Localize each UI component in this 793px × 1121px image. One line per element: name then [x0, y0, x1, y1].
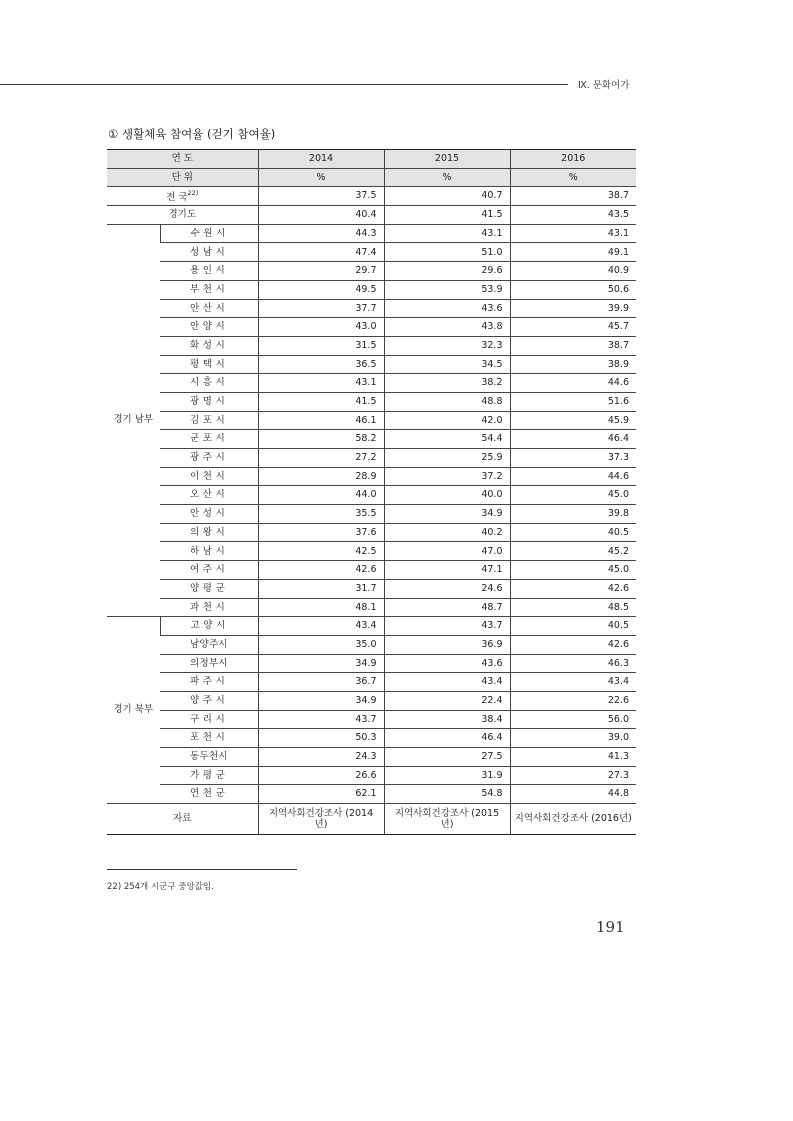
value-cell: 37.3 [510, 449, 636, 468]
value-cell: 48.1 [258, 598, 384, 617]
value-cell: 51.6 [510, 392, 636, 411]
city-name: 고 양 시 [160, 617, 258, 636]
value-cell: 58.2 [258, 430, 384, 449]
value-cell: 46.4 [384, 729, 510, 748]
value-cell: 48.8 [384, 392, 510, 411]
table-row [107, 430, 636, 449]
year-header-row [107, 150, 636, 169]
value-cell: 46.4 [510, 430, 636, 449]
value-cell: 42.5 [258, 542, 384, 561]
value-cell: 50.3 [258, 729, 384, 748]
header-rule [0, 84, 568, 85]
city-name: 의정부시 [160, 654, 258, 673]
value-cell: 34.5 [384, 355, 510, 374]
value-cell: 36.9 [384, 635, 510, 654]
table-row [107, 654, 636, 673]
table-row [107, 467, 636, 486]
value-cell: 54.4 [384, 430, 510, 449]
table-row [107, 505, 636, 524]
table-row [107, 392, 636, 411]
city-name: 광 명 시 [160, 392, 258, 411]
source-row [107, 804, 636, 835]
city-name: 여 주 시 [160, 561, 258, 580]
value-cell: 37.7 [258, 299, 384, 318]
value-cell: 46.1 [258, 411, 384, 430]
year-2014: 2014 [258, 150, 384, 169]
city-name: 파 주 시 [160, 673, 258, 692]
national-row [107, 187, 636, 206]
table-row [107, 299, 636, 318]
table-row [107, 673, 636, 692]
value-cell: 47.1 [384, 561, 510, 580]
city-name: 용 인 시 [160, 262, 258, 281]
value-cell: 40.5 [510, 523, 636, 542]
city-name: 하 남 시 [160, 542, 258, 561]
value-cell: 45.0 [510, 486, 636, 505]
value-cell: 43.6 [384, 299, 510, 318]
value-cell: 38.7 [510, 187, 636, 206]
value-cell: 50.6 [510, 280, 636, 299]
value-cell: 22.4 [384, 691, 510, 710]
value-cell: 54.8 [384, 785, 510, 804]
value-cell: 34.9 [258, 654, 384, 673]
city-name: 평 택 시 [160, 355, 258, 374]
city-name: 연 천 군 [160, 785, 258, 804]
table-row [107, 542, 636, 561]
value-cell: 37.5 [258, 187, 384, 206]
value-cell: 32.3 [384, 336, 510, 355]
city-name: 안 산 시 [160, 299, 258, 318]
year-2015: 2015 [384, 150, 510, 169]
value-cell: 31.7 [258, 579, 384, 598]
value-cell: 42.6 [258, 561, 384, 580]
value-cell: 42.6 [510, 635, 636, 654]
table-row [107, 748, 636, 767]
footnote-marker: 22) [187, 188, 199, 197]
city-name: 화 성 시 [160, 336, 258, 355]
city-name: 남양주시 [160, 635, 258, 654]
value-cell: 27.2 [258, 449, 384, 468]
table-row [107, 355, 636, 374]
city-name: 양 평 군 [160, 579, 258, 598]
table-row [107, 598, 636, 617]
table-row [107, 617, 636, 636]
footnote-rule [107, 869, 297, 870]
city-name: 가 평 군 [160, 766, 258, 785]
value-cell: 43.5 [510, 206, 636, 225]
value-cell: 45.0 [510, 561, 636, 580]
table-row [107, 449, 636, 468]
value-cell: 48.5 [510, 598, 636, 617]
city-name: 김 포 시 [160, 411, 258, 430]
value-cell: 39.0 [510, 729, 636, 748]
value-cell: 31.9 [384, 766, 510, 785]
table-row [107, 691, 636, 710]
value-cell: 42.6 [510, 579, 636, 598]
value-cell: 43.4 [258, 617, 384, 636]
value-cell: 40.5 [510, 617, 636, 636]
city-name: 시 흥 시 [160, 374, 258, 393]
city-name: 양 주 시 [160, 691, 258, 710]
value-cell: 47.0 [384, 542, 510, 561]
value-cell: 45.2 [510, 542, 636, 561]
unit-label: 단 위 [107, 168, 258, 187]
source-label: 자료 [107, 804, 258, 835]
value-cell: 36.7 [258, 673, 384, 692]
value-cell: 43.8 [384, 318, 510, 337]
table-row [107, 710, 636, 729]
value-cell: 25.9 [384, 449, 510, 468]
source-cell: 지역사회건강조사 (2015년) [384, 804, 510, 835]
region-south-label: 경기 남부 [107, 224, 160, 616]
table-row [107, 336, 636, 355]
value-cell: 45.7 [510, 318, 636, 337]
value-cell: 24.6 [384, 579, 510, 598]
table-row [107, 579, 636, 598]
value-cell: 28.9 [258, 467, 384, 486]
page-number: 191 [596, 918, 625, 936]
value-cell: 26.6 [258, 766, 384, 785]
value-cell: 36.5 [258, 355, 384, 374]
value-cell: 43.7 [258, 710, 384, 729]
city-name: 수 원 시 [160, 224, 258, 243]
table-row [107, 561, 636, 580]
value-cell: 41.5 [384, 206, 510, 225]
city-name: 동두천시 [160, 748, 258, 767]
value-cell: 40.4 [258, 206, 384, 225]
footnote: 22) 254개 시군구 중앙값임. [107, 882, 214, 892]
city-name: 포 천 시 [160, 729, 258, 748]
value-cell: 40.0 [384, 486, 510, 505]
value-cell: 51.0 [384, 243, 510, 262]
value-cell: 45.9 [510, 411, 636, 430]
value-cell: 27.5 [384, 748, 510, 767]
value-cell: 46.3 [510, 654, 636, 673]
table-row [107, 729, 636, 748]
province-row [107, 206, 636, 225]
table-row [107, 486, 636, 505]
value-cell: 40.2 [384, 523, 510, 542]
value-cell: 31.5 [258, 336, 384, 355]
value-cell: 40.9 [510, 262, 636, 281]
value-cell: 29.7 [258, 262, 384, 281]
table-row [107, 785, 636, 804]
unit-header-row [107, 168, 636, 187]
value-cell: 40.7 [384, 187, 510, 206]
value-cell: 42.0 [384, 411, 510, 430]
value-cell: 39.9 [510, 299, 636, 318]
province-label: 경기도 [107, 206, 258, 225]
value-cell: 53.9 [384, 280, 510, 299]
value-cell: 27.3 [510, 766, 636, 785]
city-name: 구 리 시 [160, 710, 258, 729]
value-cell: 44.6 [510, 374, 636, 393]
value-cell: 37.2 [384, 467, 510, 486]
city-name: 군 포 시 [160, 430, 258, 449]
value-cell: 56.0 [510, 710, 636, 729]
value-cell: 49.1 [510, 243, 636, 262]
value-cell: 41.5 [258, 392, 384, 411]
table-row [107, 318, 636, 337]
region-north-label: 경기 북부 [107, 617, 160, 804]
national-label-text: 전 국 [166, 191, 188, 203]
city-name: 과 천 시 [160, 598, 258, 617]
year-label: 연 도 [107, 150, 258, 169]
value-cell: 43.1 [258, 374, 384, 393]
value-cell: 35.0 [258, 635, 384, 654]
value-cell: 43.1 [384, 224, 510, 243]
value-cell: 48.7 [384, 598, 510, 617]
value-cell: 39.8 [510, 505, 636, 524]
value-cell: 37.6 [258, 523, 384, 542]
city-name: 오 산 시 [160, 486, 258, 505]
value-cell: 34.9 [258, 691, 384, 710]
value-cell: 35.5 [258, 505, 384, 524]
value-cell: 44.3 [258, 224, 384, 243]
unit-cell: % [510, 168, 636, 187]
value-cell: 43.4 [510, 673, 636, 692]
value-cell: 43.4 [384, 673, 510, 692]
chapter-header: Ⅸ. 문화여가 [578, 80, 630, 91]
value-cell: 34.9 [384, 505, 510, 524]
city-name: 성 남 시 [160, 243, 258, 262]
value-cell: 43.6 [384, 654, 510, 673]
value-cell: 47.4 [258, 243, 384, 262]
national-label [107, 187, 258, 206]
table-row [107, 224, 636, 243]
table-row [107, 635, 636, 654]
city-name: 부 천 시 [160, 280, 258, 299]
value-cell: 38.4 [384, 710, 510, 729]
value-cell: 44.8 [510, 785, 636, 804]
city-name: 광 주 시 [160, 449, 258, 468]
value-cell: 44.6 [510, 467, 636, 486]
unit-cell: % [384, 168, 510, 187]
value-cell: 38.2 [384, 374, 510, 393]
value-cell: 43.1 [510, 224, 636, 243]
value-cell: 49.5 [258, 280, 384, 299]
city-name: 안 성 시 [160, 505, 258, 524]
source-cell: 지역사회건강조사 (2014년) [258, 804, 384, 835]
table-row [107, 262, 636, 281]
city-name: 의 왕 시 [160, 523, 258, 542]
year-2016: 2016 [510, 150, 636, 169]
value-cell: 24.3 [258, 748, 384, 767]
value-cell: 41.3 [510, 748, 636, 767]
source-cell: 지역사회건강조사 (2016년) [510, 804, 636, 835]
table-row [107, 243, 636, 262]
value-cell: 43.0 [258, 318, 384, 337]
participation-table [107, 149, 636, 835]
table-row [107, 411, 636, 430]
table-row [107, 280, 636, 299]
value-cell: 29.6 [384, 262, 510, 281]
value-cell: 44.0 [258, 486, 384, 505]
value-cell: 38.7 [510, 336, 636, 355]
value-cell: 38.9 [510, 355, 636, 374]
value-cell: 43.7 [384, 617, 510, 636]
city-name: 안 양 시 [160, 318, 258, 337]
city-name: 이 천 시 [160, 467, 258, 486]
unit-cell: % [258, 168, 384, 187]
value-cell: 22.6 [510, 691, 636, 710]
table-row [107, 766, 636, 785]
section-title: ① 생활체육 참여율 (걷기 참여율) [108, 127, 276, 141]
table-row [107, 523, 636, 542]
value-cell: 62.1 [258, 785, 384, 804]
table-row [107, 374, 636, 393]
